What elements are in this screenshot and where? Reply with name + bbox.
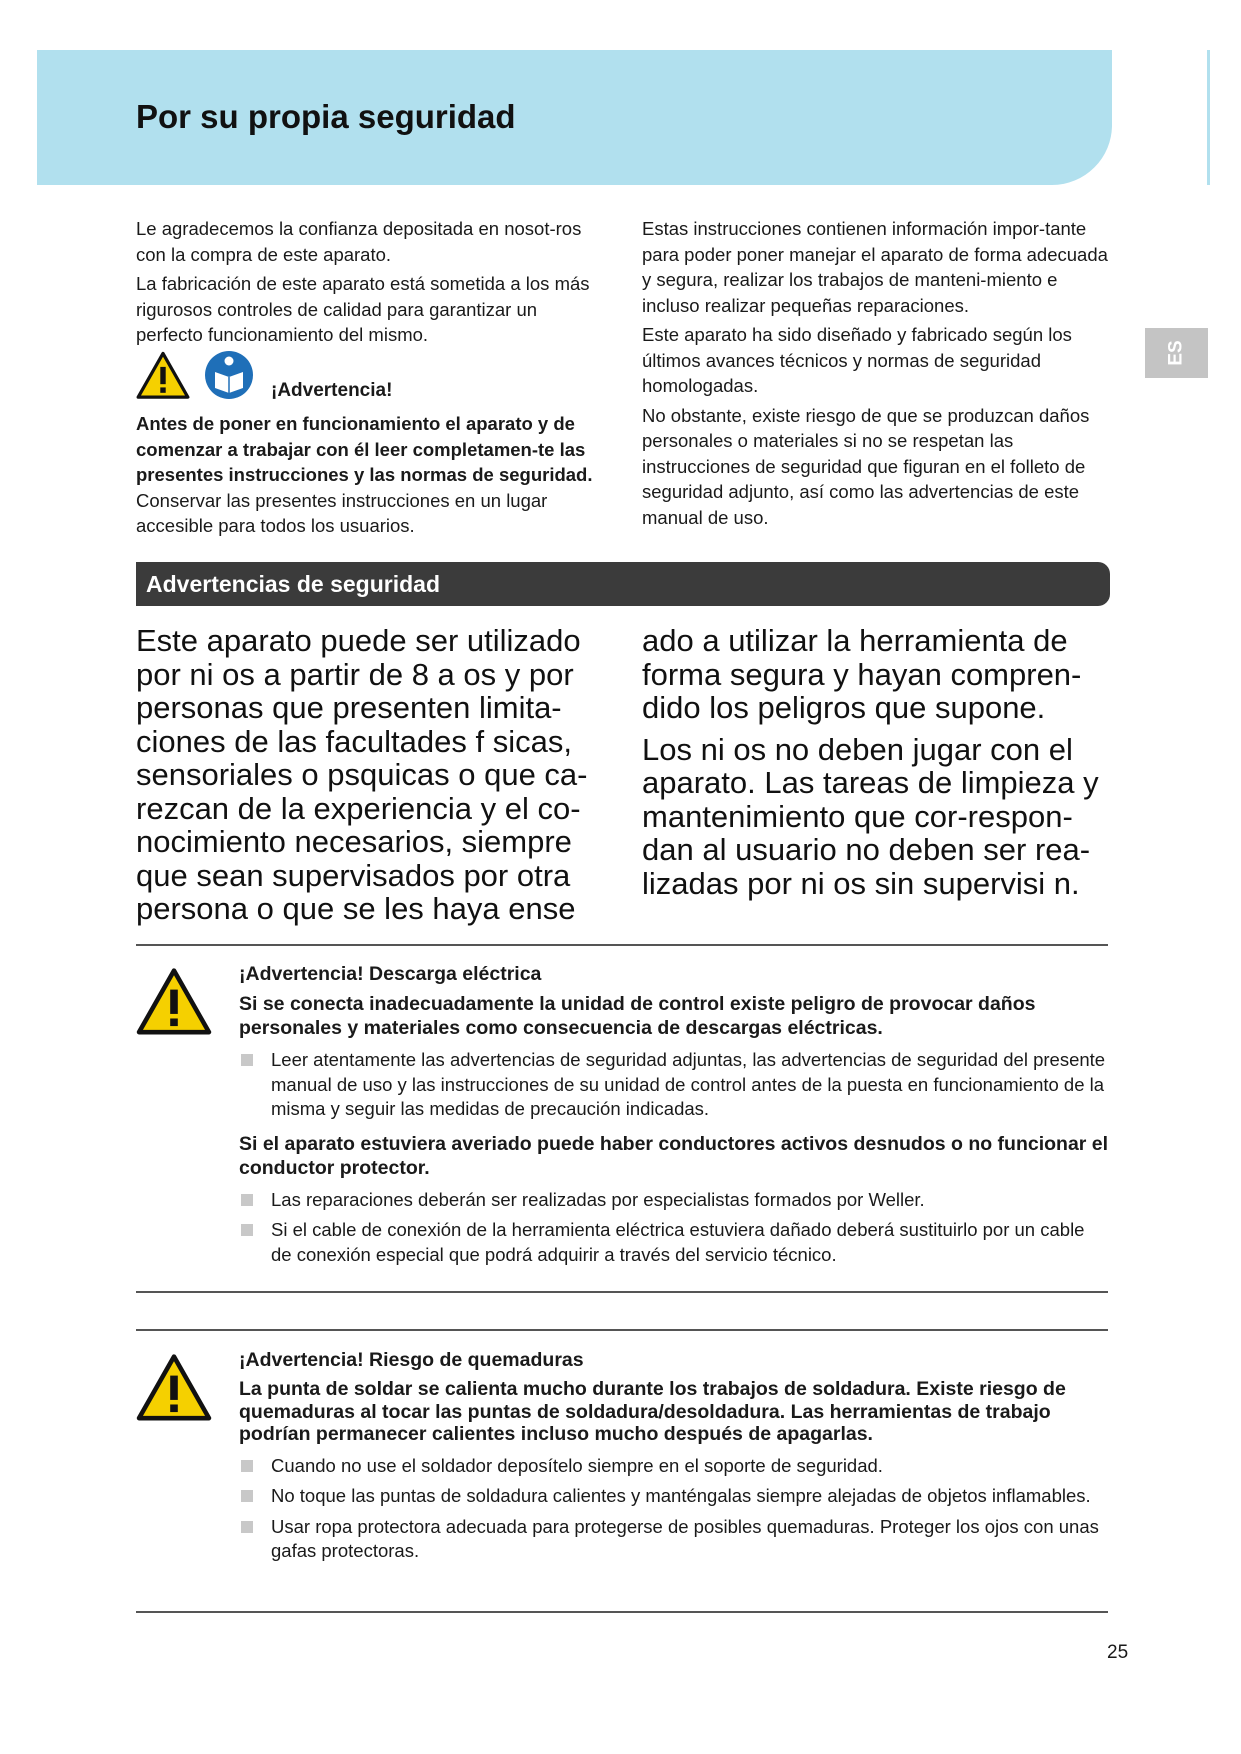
- large-notice-right: [642, 624, 1122, 908]
- large-notice-left: Este aparato puede ser utilizado por ni os a partir de 8 a os y por personas que presenten limita-ciones de las facultades f sicas, sensoriales o psquicas o que ca-rezcan de la experiencia y el co-nocimiento necesarios, siempre que sean supervisados por otra persona o que se les haya ense: [136, 623, 588, 926]
- warning-electric-title: ¡Advertencia! Descarga eléctrica: [239, 963, 542, 985]
- list-item: Leer atentamente las advertencias de seguridad adjuntas, las advertencias de seguridad del presente manual de uso y las instrucciones de su unidad de control antes de la puesta en funcionamiento de la misma y seguir las medidas de precaución indicadas.: [239, 1048, 1109, 1122]
- warning-burn-bold: La punta de soldar se calienta mucho durante los trabajos de soldadura. Existe riesgo de quemaduras al tocar las puntas de soldadura/desoldadura. Las herramientas de trabajo podrían permanecer calientes incluso mucho después de apagarlas.: [239, 1378, 1066, 1445]
- bullet-square-icon: [241, 1054, 253, 1066]
- warning-burn-list: [239, 1454, 1109, 1564]
- warning-electric-list-2: [239, 1188, 1109, 1268]
- large-notice-paragraph: ado a utilizar la herramienta de forma segura y hayan compren-dido los peligros que supone.: [642, 623, 1082, 725]
- page-number: 25: [1107, 1642, 1129, 1663]
- warning-label: ¡Advertencia!: [271, 380, 393, 401]
- intro-right-column: [642, 216, 1112, 534]
- list-item: Si el cable de conexión de la herramienta eléctrica estuviera dañado deberá sustituirlo por un cable de conexión especial que podrá adquirir a través del servicio técnico.: [239, 1218, 1109, 1267]
- intro-paragraph: Le agradecemos la confianza depositada en nosot-ros con la compra de este aparato.: [136, 218, 582, 265]
- intro-paragraph: La fabricación de este aparato está sometida a los más rigurosos controles de calidad para garantizar un perfecto funcionamiento del mismo.: [136, 273, 590, 345]
- list-item: No toque las puntas de soldadura calientes y manténgalas siempre alejadas de objetos inflamables.: [239, 1484, 1109, 1509]
- divider: [136, 1291, 1108, 1293]
- warning-triangle-icon: [136, 1352, 212, 1422]
- warning-electric-bold-1: Si se conecta inadecuadamente la unidad de control existe peligro de provocar daños personales y materiales como consecuencia de descargas eléctricas.: [239, 993, 1036, 1039]
- list-item: Usar ropa protectora adecuada para protegerse de posibles quemaduras. Proteger los ojos con unas gafas protectoras.: [239, 1515, 1109, 1564]
- section-heading-bar: Advertencias de seguridad: [136, 562, 1110, 606]
- intro-paragraph: Este aparato ha sido diseñado y fabricado según los últimos avances técnicos y normas de seguridad homologadas.: [642, 324, 1072, 396]
- warning-electric-list-1: [239, 1048, 1109, 1122]
- header-side-rule: [1207, 50, 1210, 185]
- bullet-square-icon: [241, 1224, 253, 1236]
- intro-warning-text: [136, 411, 616, 539]
- bullet-square-icon: [241, 1490, 253, 1502]
- divider: [136, 1329, 1108, 1331]
- intro-paragraph: Estas instrucciones contienen información impor-tante para poder poner manejar el aparato de forma adecuada y segura, realizar los trabajos de manteni-miento e incluso realizar pequeñas reparaciones.: [642, 218, 1108, 316]
- list-item: Cuando no use el soldador deposítelo siempre en el soporte de seguridad.: [239, 1454, 1109, 1479]
- divider: [136, 944, 1108, 946]
- list-item: Las reparaciones deberán ser realizadas por especialistas formados por Weller.: [239, 1188, 1109, 1213]
- warning-triangle-icon: [136, 350, 190, 400]
- bullet-square-icon: [241, 1194, 253, 1206]
- warning-electric-content: [239, 963, 1109, 1277]
- warning-triangle-icon: [136, 966, 212, 1036]
- divider: [136, 1611, 1108, 1613]
- intro-warning-bold: Antes de poner en funcionamiento el aparato y de comenzar a trabajar con él leer completamen-te las presentes instrucciones y las normas de seguridad.: [136, 413, 593, 485]
- warning-burn-content: [239, 1349, 1109, 1574]
- bullet-square-icon: [241, 1460, 253, 1472]
- intro-paragraph: No obstante, existe riesgo de que se produzcan daños personales o materiales si no se respetan las instrucciones de seguridad que figuran en el folleto de seguridad adjunto, así como las advertencias de este manual de uso.: [642, 404, 1090, 528]
- intro-warning-normal: Conservar las presentes instrucciones en un lugar accesible para todos los usuarios.: [136, 489, 548, 536]
- page-title: Por su propia seguridad: [136, 98, 516, 135]
- read-manual-icon: [204, 350, 254, 400]
- large-notice-paragraph: Los ni os no deben jugar con el aparato. Las tareas de limpieza y mantenimiento que cor-respon-dan al usuario no deben ser rea-lizadas por ni os sin supervisi n.: [642, 731, 1099, 901]
- warning-electric-bold-2: Si el aparato estuviera averiado puede haber conductores activos desnudos o no funcionar el conductor protector.: [239, 1132, 1109, 1179]
- bullet-square-icon: [241, 1521, 253, 1533]
- language-tab: ES: [1145, 328, 1208, 378]
- warning-burn-title: ¡Advertencia! Riesgo de quemaduras: [239, 1349, 584, 1371]
- intro-left-column: [136, 216, 606, 352]
